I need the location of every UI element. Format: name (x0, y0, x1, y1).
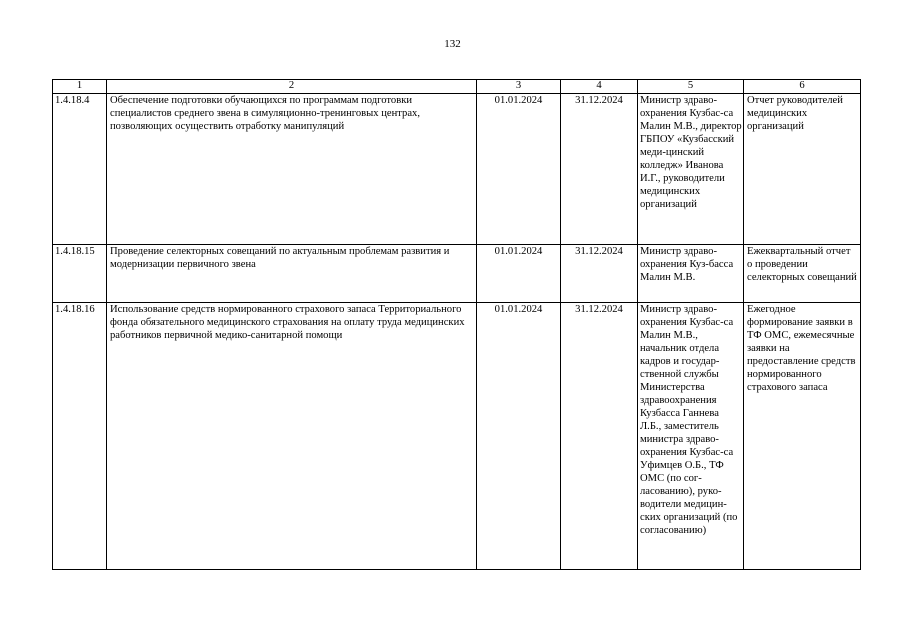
item-number: 1.4.18.16 (53, 303, 107, 570)
item-number: 1.4.18.15 (53, 245, 107, 303)
table-header-row (53, 80, 861, 94)
responsible: Министр здраво-охранения Кузбас-са Малин М.В., директор ГБПОУ «Кузбасский меди-цинский колледж» Иванова И.Г., руководители медицинских организаций (638, 94, 744, 245)
end-date: 31.12.2024 (561, 94, 638, 245)
table-row (53, 94, 861, 245)
start-date: 01.01.2024 (477, 245, 561, 303)
plan-table (52, 79, 861, 570)
item-description: Обеспечение подготовки обучающихся по программам подготовки специалистов среднего звена в симуляционно-тренинговых центрах, позволяющих осуществить отработку манипуляций (107, 94, 477, 245)
end-date: 31.12.2024 (561, 303, 638, 570)
page-number: 132 (444, 38, 461, 50)
start-date: 01.01.2024 (477, 94, 561, 245)
header-cell: 3 (477, 80, 561, 94)
responsible: Министр здраво-охранения Куз-басса Малин М.В. (638, 245, 744, 303)
header-cell: 5 (638, 80, 744, 94)
table-row (53, 303, 861, 570)
result: Ежеквартальный отчет о проведении селекторных совещаний (744, 245, 861, 303)
result: Ежегодное формирование заявки в ТФ ОМС, ежемесячные заявки на предоставление средств нормированного страхового запаса (744, 303, 861, 570)
item-number: 1.4.18.4 (53, 94, 107, 245)
responsible: Министр здраво-охранения Кузбас-са Малин М.В., начальник отдела кадров и государ-ственной службы Министерства здравоохранения Кузбасса Ганнева Л.Б., заместитель министра здраво-охранения Кузбас-са Уфимцев О.Б., ТФ ОМС (по сог-ласованию), руко-водители медицин-ских организаций (по согласованию) (638, 303, 744, 570)
header-cell: 6 (744, 80, 861, 94)
item-description: Проведение селекторных совещаний по актуальным проблемам развития и модернизации первичного звена (107, 245, 477, 303)
result: Отчет руководителей медицинских организаций (744, 94, 861, 245)
start-date: 01.01.2024 (477, 303, 561, 570)
header-cell: 2 (107, 80, 477, 94)
item-description: Использование средств нормированного страхового запаса Территориального фонда обязательного медицинского страхования на оплату труда медицинских работников первичной медико-санитарной помощи (107, 303, 477, 570)
header-cell: 4 (561, 80, 638, 94)
header-cell: 1 (53, 80, 107, 94)
table-row (53, 245, 861, 303)
end-date: 31.12.2024 (561, 245, 638, 303)
